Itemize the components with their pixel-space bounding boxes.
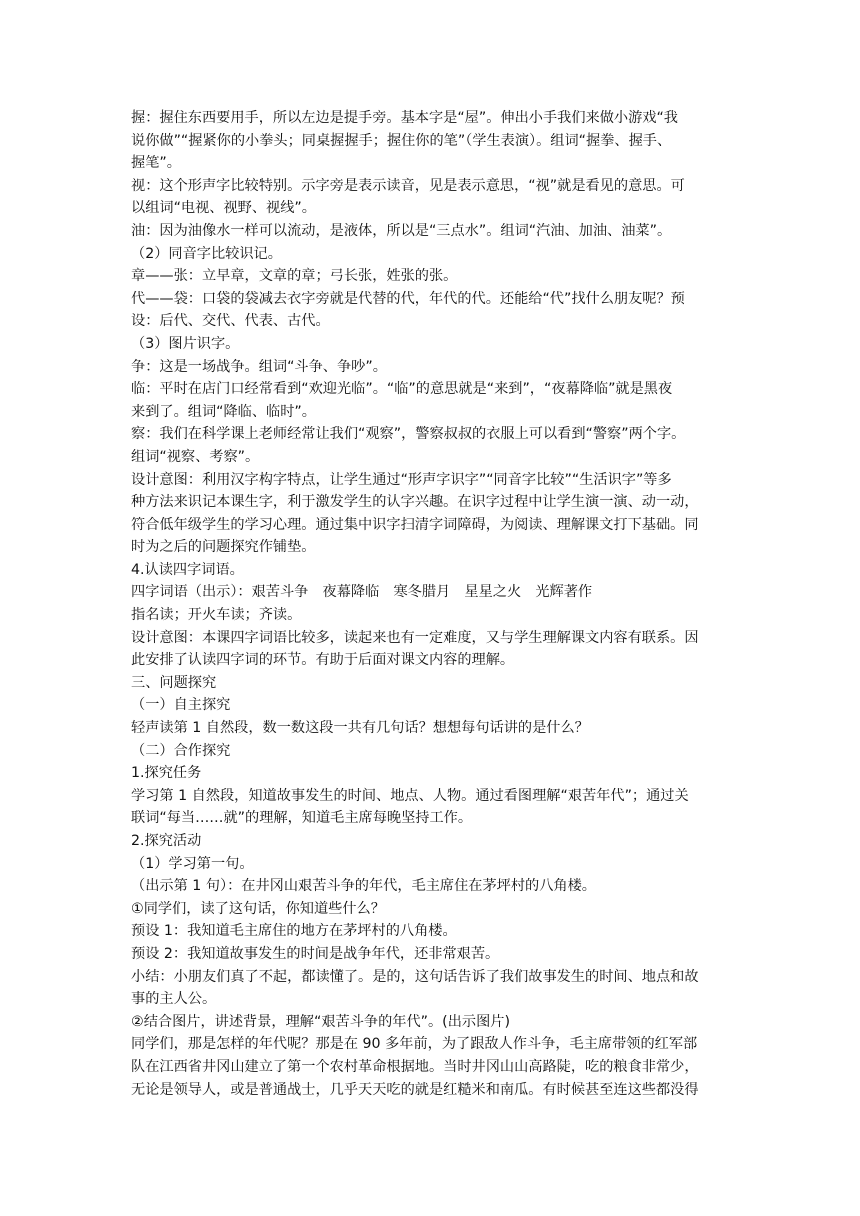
- text-line: 说你做”“握紧你的小拳头；同桌握握手；握住你的笔”（学生表演）。组词“握拳、握手、: [131, 132, 672, 149]
- text-line: 小结：小朋友们真了不起，都读懂了。是的，这句话告诉了我们故事发生的时间、地点和故: [131, 968, 699, 985]
- text-line: 事的主人公。: [131, 991, 217, 1008]
- text-line: 预设 1：我知道毛主席住的地方在茅坪村的八角楼。: [131, 923, 457, 940]
- text-line: 此安排了认读四字词的环节。有助于后面对课文内容的理解。: [131, 652, 515, 669]
- text-line: （2）同音字比较识记。: [131, 245, 282, 262]
- text-line: 设：后代、交代、代表、古代。: [131, 313, 330, 330]
- text-line: 组词“视察、考察”。: [131, 448, 260, 465]
- text-line: 三、问题探究: [131, 674, 217, 691]
- text-line: 种方法来识记本课生字，利于激发学生的认字兴趣。在识字过程中让学生演一演、动一动，: [131, 494, 699, 511]
- text-line: 1.探究任务: [131, 765, 202, 782]
- text-line: 设计意图：本课四字词语比较多，读起来也有一定难度，又与学生理解课文内容有联系。因: [131, 629, 699, 646]
- text-line: ②结合图片，讲述背景，理解“艰苦斗争的年代”。(出示图片): [131, 1013, 510, 1030]
- text-line: 4.认读四字词语。: [131, 561, 244, 578]
- text-line: 预设 2：我知道故事发生的时间是战争年代，还非常艰苦。: [131, 945, 500, 962]
- text-line: 学习第 1 自然段，知道故事发生的时间、地点、人物。通过看图理解“艰苦年代”；通过关: [131, 787, 689, 804]
- text-line: （二）合作探究: [131, 742, 231, 759]
- text-line: （1）学习第一句。: [131, 855, 254, 872]
- text-line: 察：我们在科学课上老师经常让我们“观察”，警察叔叔的衣服上可以看到“警察”两个字。: [131, 426, 686, 443]
- text-line: 视：这个形声字比较特别。示字旁是表示读音，见是表示意思，“视”就是看见的意思。可: [131, 177, 685, 194]
- text-line: 队在江西省井冈山建立了第一个农村革命根据地。当时井冈山山高路陡，吃的粮食非常少，: [131, 1058, 699, 1075]
- document-page: [131, 107, 731, 1101]
- text-line: （3）图片识字。: [131, 335, 240, 352]
- text-line: 临：平时在店门口经常看到“欢迎光临”。“临”的意思就是“来到”，“夜幕降临”就是黑夜: [131, 381, 673, 398]
- text-line: 时为之后的问题探究作铺垫。: [131, 539, 316, 556]
- text-line: 争：这是一场战争。组词“斗争、争吵”。: [131, 358, 387, 375]
- text-line: （一）自主探究: [131, 697, 231, 714]
- text-line: 章——张：立早章，文章的章；弓长张，姓张的张。: [131, 268, 458, 285]
- text-line: 无论是领导人，或是普通战士，几乎天天吃的就是红糙米和南瓜。有时候甚至连这些都没得: [131, 1081, 699, 1098]
- text-line: 设计意图：利用汉字构字特点，让学生通过“形声字识字”“同音字比较”“生活识字”等多: [131, 471, 672, 488]
- text-line: 油：因为油像水一样可以流动，是液体，所以是“三点水”。组词“汽油、加油、油菜”。: [131, 222, 672, 239]
- text-line: 联词“每当……就”的理解，知道毛主席每晚坚持工作。: [131, 810, 473, 827]
- text-line: 代——袋：口袋的袋减去衣字旁就是代替的代，年代的代。还能给“代”找什么朋友呢？预: [131, 290, 685, 307]
- text-line: 以组词“电视、视野、视线”。: [131, 200, 316, 217]
- text-line: 握：握住东西要用手，所以左边是提手旁。基本字是“屋”。伸出小手我们来做小游戏“我: [131, 110, 678, 126]
- text-line: 握笔”。: [131, 155, 181, 172]
- text-line: 2.探究活动: [131, 833, 202, 849]
- text-line: 轻声读第 1 自然段，数一数这段一共有几句话？想想每句话讲的是什么？: [131, 720, 589, 737]
- text-line: 四字词语（出示）：艰苦斗争 夜幕降临 寒冬腊月 星星之火 光辉著作: [131, 584, 593, 601]
- text-line: 指名读；开火车读；齐读。: [131, 607, 302, 624]
- text-line: ①同学们，读了这句话，你知道些什么？: [131, 900, 385, 917]
- text-line: 同学们，那是怎样的年代呢？那是在 90 多年前，为了跟敌人作斗争，毛主席带领的红军部: [131, 1036, 698, 1053]
- text-line: （出示第 1 句）：在井冈山艰苦斗争的年代，毛主席住在茅坪村的八角楼。: [131, 878, 596, 895]
- text-line: 符合低年级学生的学习心理。通过集中识字扫清字词障碍，为阅读、理解课文打下基础。同: [131, 516, 699, 533]
- text-line: 来到了。组词“降临、临时”。: [131, 403, 316, 420]
